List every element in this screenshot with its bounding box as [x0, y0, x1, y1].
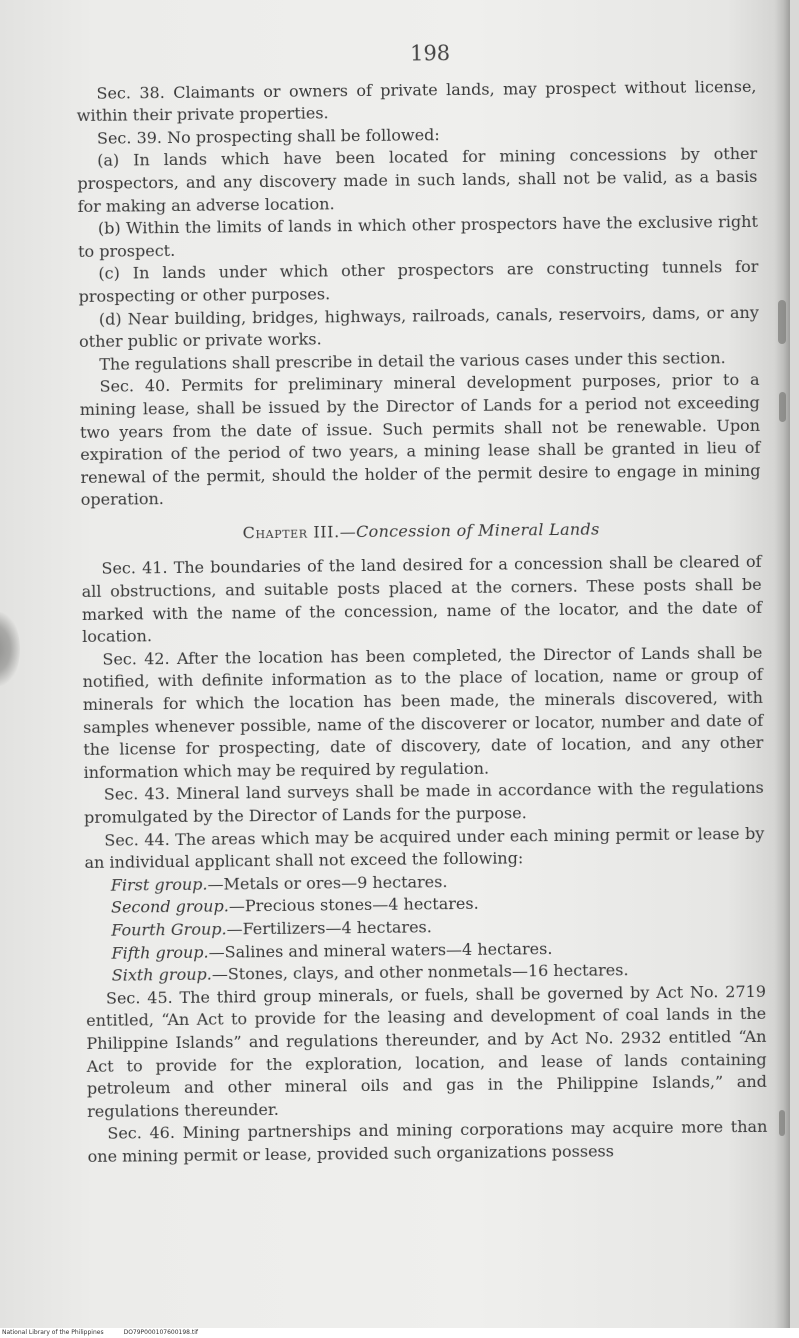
page-number: 198 [409, 41, 451, 66]
group-name: Sixth group. [111, 964, 212, 985]
edge-mark [778, 300, 786, 344]
group-name: Fourth Group. [111, 919, 227, 940]
group-name: Fifth group. [111, 942, 209, 963]
section-43: Sec. 43. Mineral land surveys shall be made in accordance with the regulations promulgated by the Director of Lands for the purpose. [83, 778, 764, 827]
page-content [76, 39, 768, 1169]
section-39-a: (a) In lands which have been located for mining concessions by other prospectors, and any discovery made in such lands, shall not be valid, as a basis for making an adverse location. [77, 144, 758, 216]
group-name: Second group. [110, 896, 229, 918]
section-41: Sec. 41. The boundaries of the land desired for a concession shall be cleared of all obstructions, and suitable posts placed at the corners. These posts shall be marked with the name of the concession, name of the locator, and the date of location. [81, 552, 763, 647]
page-edge-shadow [774, 0, 790, 1328]
section-45: Sec. 45. The third group minerals, or fuels, shall be governed by Act No. 2719 entitled, “An Act to provide for the leasing and development of coal lands in the Philippine Islands” and regulations thereunder, and by Act No. 2932 entitled “An Act to provide for the exploration, location, and lease of lands containing petroleum and other mineral oils and gas in the Philippine Islands,” and regulations thereunder. [86, 981, 767, 1121]
section-44: Sec. 44. The areas which may be acquired under each mining permit or lease by an individual applicant shall not exceed the following: [84, 823, 765, 873]
group-text: —Metals or ores—9 hectares. [207, 871, 448, 894]
chapter-title: —Concession of Mineral Lands [339, 519, 600, 542]
section-39-c: (c) In lands under which other prospectors are constructing tunnels for prospecting or other purposes. [78, 257, 759, 306]
group-text: —Fertilizers—4 hectares. [226, 917, 432, 939]
section-40: Sec. 40. Permits for preliminary mineral development purposes, prior to a mining lease, shall be issued by the Director of Lands for a period not exceeding two years from the date of issue. Such permits shall not be renewable. Upon expiration of the period of two years, a mining lease shall be granted in lieu of renewal of the permit, should the holder of the permit desire to engage in mining operation. [79, 370, 761, 510]
scan-footer [0, 1328, 799, 1338]
section-39-regulations: The regulations shall prescribe in detail the various cases under this section. [99, 347, 726, 374]
thumb-shadow [0, 612, 20, 686]
group-name: First group. [110, 874, 208, 895]
edge-mark [779, 392, 786, 422]
footer-barcode: DO79P000107600198.tif [123, 1329, 199, 1336]
section-38: Sec. 38. Claimants or owners of private lands, may prospect without license, within their private properties. [76, 76, 757, 126]
group-text: —Precious stones—4 hectares. [228, 894, 479, 916]
section-46: Sec. 46. Mining partnerships and mining corporations may acquire more than one mining permit or lease, provided such organizations possess [87, 1117, 768, 1166]
group-text: —Salines and mineral waters—4 hectares. [208, 938, 553, 962]
group-text: —Stones, clays, and other nonmetals—16 hectares. [211, 960, 629, 984]
chapter-number: Chapter III. [242, 522, 340, 543]
section-39-b: (b) Within the limits of lands in which other prospectors have the exclusive right to prospect. [78, 212, 758, 261]
footer-library: National Library of the Philippines [2, 1329, 104, 1336]
chapter-heading [81, 517, 761, 547]
section-39: Sec. 39. No prospecting shall be followed: [96, 124, 440, 148]
section-39-d: (d) Near building, bridges, highways, railroads, canals, reservoirs, dams, or any other public or private works. [78, 302, 759, 352]
section-42: Sec. 42. After the location has been completed, the Director of Lands shall be notified, with definite information as to the place of location, name or group of minerals for which the location has been made, the minerals discovered, with samples whenever possible, name of the discoverer or locator, number and date of the license for prospecting, date of discovery, date of location, and any other information which may be required by regulation. [82, 642, 764, 782]
edge-mark [779, 1110, 785, 1136]
